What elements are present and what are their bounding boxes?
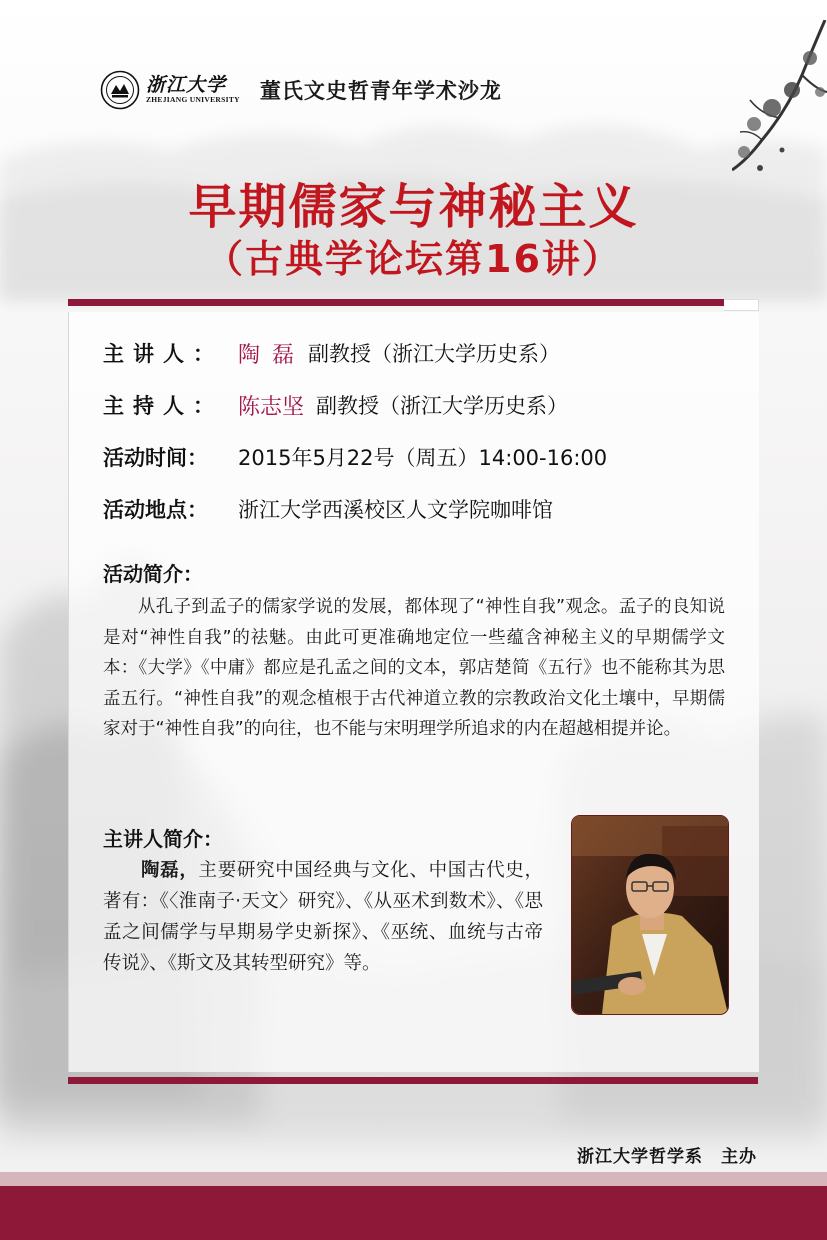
event-title: 早期儒家与神秘主义 (188, 179, 639, 235)
place-row (103, 494, 553, 524)
speaker-name: 陶磊 (238, 342, 307, 368)
logo-english: ZHEJIANG UNIVERSITY (146, 95, 240, 104)
place-value: 浙江大学西溪校区人文学院咖啡馆 (238, 498, 553, 522)
header (100, 68, 502, 112)
bio-body: 主要研究中国经典与文化、中国古代史，著有：《〈淮南子·天文〉研究》、《从巫术到数术》、《思孟之间儒学与早期易学史新探》、《巫统、血统与古帝传说》、《斯文及其转型研究》等。 (103, 860, 543, 974)
speaker-photo (571, 815, 729, 1015)
top-divider-tab (724, 299, 759, 311)
bio-name: 陶磊， (141, 860, 199, 881)
event-subtitle: （古典学论坛第16讲） (205, 237, 622, 281)
intro-title: 活动简介： (103, 562, 203, 586)
speaker-title: 副教授（浙江大学历史系） (308, 342, 561, 366)
top-divider-bar (68, 299, 758, 306)
place-label: 活动地点： (103, 498, 208, 522)
intro-text: 从孔子到孟子的儒家学说的发展，都体现了“神性自我”观念。孟子的良知说是对“神性自我”的祛魅。由此可更准确地定位一些蕴含神秘主义的早期儒学文本：《大学》《中庸》都应是孔孟之间的文本，郭店楚简《五行》也不能称其为思孟五行。“神性自我”的观念植根于古代神道立教的宗教政治文化土壤中，早期儒家对于“神性自我”的向往，也不能与宋明理学所追求的内在超越相提并论。 (103, 597, 725, 739)
footer-band-dark (0, 1186, 827, 1240)
host-label: 主持人： (103, 394, 223, 418)
logo-chinese: 浙江大学 (146, 74, 227, 96)
speaker-label: 主讲人： (103, 342, 223, 366)
university-seal-icon (100, 70, 140, 110)
organizer: 浙江大学哲学系 主办 (577, 1147, 757, 1167)
bio-title: 主讲人简介： (103, 827, 223, 851)
host-title: 副教授（浙江大学历史系） (316, 394, 569, 418)
university-logo (146, 75, 240, 105)
time-label: 活动时间： (103, 446, 208, 470)
bottom-divider-bar (68, 1077, 758, 1084)
bio-text (103, 855, 543, 979)
footer-band-light (0, 1172, 827, 1186)
salon-name: 董氏文史哲青年学术沙龙 (259, 79, 502, 103)
time-row (103, 442, 607, 472)
host-row (103, 390, 568, 420)
speaker-row (103, 338, 560, 368)
time-value: 2015年5月22号（周五）14:00-16:00 (238, 446, 608, 470)
host-name: 陈志坚 (238, 394, 305, 420)
